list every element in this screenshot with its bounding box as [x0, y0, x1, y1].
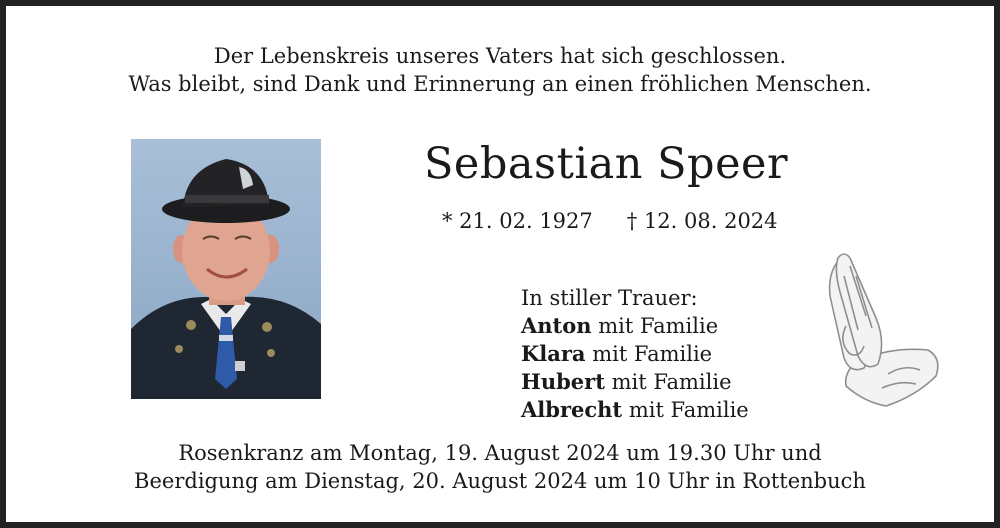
mourners-heading: In stiller Trauer:: [521, 286, 698, 310]
service-details: [6, 439, 994, 495]
intro-line-1: Der Lebenskreis unseres Vaters hat sich geschlossen.: [213, 44, 787, 68]
mourner-row: [521, 340, 749, 368]
intro-text: [6, 42, 994, 98]
mourner-row: [521, 368, 749, 396]
rosary-info: Rosenkranz am Montag, 19. August 2024 um 19.30 Uhr und: [178, 441, 822, 465]
life-dates: [442, 206, 778, 236]
funeral-info: Beerdigung am Dienstag, 20. August 2024 um 10 Uhr in Rottenbuch: [134, 469, 866, 493]
mourner-suffix: mit Familie: [622, 398, 749, 422]
portrait-photo: [131, 139, 321, 399]
mourner-suffix: mit Familie: [585, 342, 713, 366]
deceased-name: Sebastian Speer: [423, 139, 789, 189]
mourner-row: [521, 396, 749, 424]
mourner-suffix: mit Familie: [591, 314, 719, 338]
birth-date: * 21. 02. 1927: [442, 209, 593, 233]
praying-hands-icon: [816, 246, 946, 411]
mourner-name: Hubert: [521, 369, 605, 394]
intro-line-2: Was bleibt, sind Dank und Erinnerung an einen fröhlichen Menschen.: [128, 72, 872, 96]
mourner-suffix: mit Familie: [604, 370, 732, 394]
mourners-block: [521, 285, 749, 424]
mourner-name: Anton: [521, 313, 592, 338]
death-date: † 12. 08. 2024: [626, 209, 778, 233]
mourner-name: Klara: [521, 341, 586, 366]
mourner-row: [521, 312, 749, 340]
mourner-name: Albrecht: [521, 397, 623, 422]
